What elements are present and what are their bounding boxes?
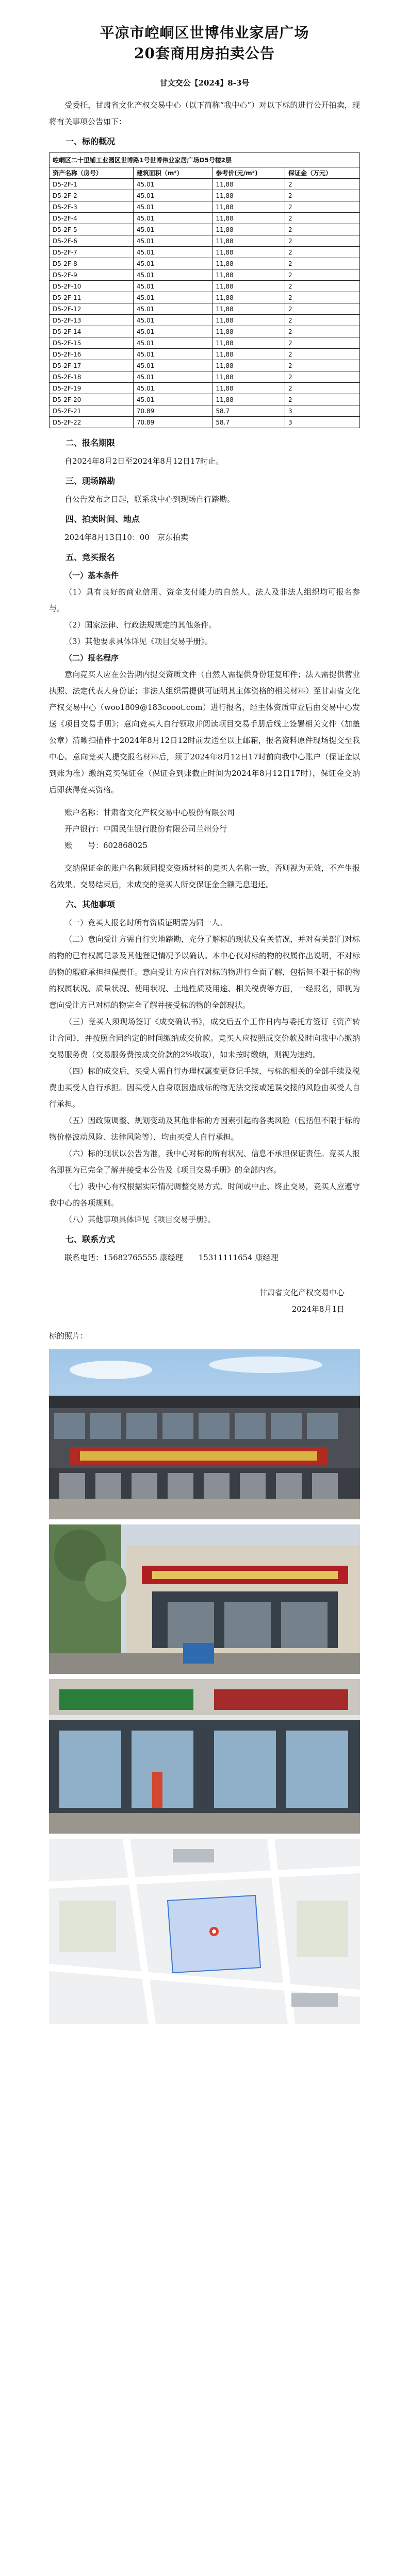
table-cell: D5-2F-14 — [50, 326, 134, 337]
table-cell: 2 — [285, 394, 360, 405]
other-item: （五）因政策调整、规划变动及其他非标的方因素引起的各类风险（包括但不限于标的物价格波动风险、法律风险等），均由买受人自行承担。 — [49, 1116, 360, 1142]
table-cell: 45.01 — [133, 383, 212, 394]
signature-org: 甘肃省文化产权交易中心 — [259, 1288, 345, 1297]
table-cell: 2 — [285, 213, 360, 224]
table-cell: 2 — [285, 292, 360, 303]
table-cell: 2 — [285, 360, 360, 371]
table-row — [50, 292, 360, 303]
table-cell: D5-2F-3 — [50, 201, 134, 213]
table-cell: 45.01 — [133, 235, 212, 247]
table-row — [50, 179, 360, 190]
table-cell: 70.89 — [133, 405, 212, 417]
table-row — [50, 303, 360, 315]
section-5-heading: 五、竞买报名 — [66, 552, 116, 562]
table-cell: D5-2F-16 — [50, 349, 134, 360]
registration-procedure-heading: （二）报名程序 — [64, 653, 119, 663]
table-cell: 2 — [285, 235, 360, 247]
photo-building-facade — [49, 1349, 360, 1519]
section-4-heading: 四、拍卖时间、地点 — [66, 514, 140, 524]
table-cell: 2 — [285, 315, 360, 326]
table-cell: 70.89 — [133, 417, 212, 428]
table-cell: 45.01 — [133, 326, 212, 337]
table-cell: D5-2F-22 — [50, 417, 134, 428]
table-caption: 崆峒区二十里铺工业园区世博路1号世博伟业家居广场D5号楼2层 — [50, 153, 360, 167]
table-cell: 11,88 — [212, 292, 285, 303]
column-header: 参考价(元/m²) — [212, 167, 285, 179]
table-cell: D5-2F-18 — [50, 371, 134, 383]
table-cell: 45.01 — [133, 337, 212, 349]
table-cell: 45.01 — [133, 224, 212, 235]
table-cell: 58.7 — [212, 405, 285, 417]
table-cell: 45.01 — [133, 179, 212, 190]
account-number: 账 号：602868025 — [64, 841, 148, 850]
table-cell: 45.01 — [133, 349, 212, 360]
table-cell: D5-2F-21 — [50, 405, 134, 417]
table-row — [50, 315, 360, 326]
other-item: （六）标的现状以公告为准，我中心对标的所有状况、信息不承担保证责任。竞买人报名即视为已完全了解并接受本公告及《项目交易手册》的全部内容。 — [49, 1149, 360, 1175]
table-cell: 2 — [285, 201, 360, 213]
table-row — [50, 190, 360, 201]
table-cell: D5-2F-15 — [50, 337, 134, 349]
table-cell: 3 — [285, 417, 360, 428]
deposit-note: 交纳保证金的账户名称须同提交资质材料的竞买人名称一致，否则视为无效，不产生报名效果。交易结束后，未成交的竞买人所交保证金全额无息退还。 — [49, 863, 360, 889]
table-cell: 2 — [285, 349, 360, 360]
table-cell: 2 — [285, 383, 360, 394]
location-map-image — [49, 1839, 360, 2024]
photo-storefront — [49, 1679, 360, 1834]
table-cell: 11,88 — [212, 371, 285, 383]
section-7-heading: 七、联系方式 — [66, 1234, 116, 1244]
table-cell: 11,88 — [212, 383, 285, 394]
building-facade-image — [49, 1349, 360, 1519]
section-1-heading: 一、标的概况 — [66, 137, 116, 146]
title-line-1: 平凉市崆峒区世博伟业家居广场 — [100, 24, 309, 41]
table-row — [50, 326, 360, 337]
table-cell: 45.01 — [133, 394, 212, 405]
other-item: （一）竞买人报名时所有资质证明需为同一人。 — [64, 918, 227, 927]
site-visit-text: 自公告发布之日起，联系我中心到现场自行踏勘。 — [64, 495, 235, 504]
column-header: 资产名称（房号） — [50, 167, 134, 179]
table-cell: 2 — [285, 269, 360, 281]
table-cell: 2 — [285, 179, 360, 190]
basic-conditions-heading: （一）基本条件 — [64, 571, 119, 580]
table-cell: D5-2F-6 — [50, 235, 134, 247]
table-cell: 45.01 — [133, 247, 212, 258]
table-row — [50, 405, 360, 417]
auction-time-place: 2024年8月13日10：00 京东拍卖 — [64, 533, 188, 542]
condition-item: （3）其他要求具体详见《项目交易手册》。 — [64, 637, 213, 646]
contact-phones: 联系电话：15682765555 康经理 15311111654 康经理 — [64, 1253, 279, 1262]
table-cell: 2 — [285, 326, 360, 337]
table-row — [50, 235, 360, 247]
table-cell: 2 — [285, 281, 360, 292]
page-title — [49, 0, 360, 64]
table-cell: 2 — [285, 371, 360, 383]
table-cell: 11,88 — [212, 258, 285, 269]
table-cell: 45.01 — [133, 201, 212, 213]
lots-table — [49, 152, 360, 428]
table-row — [50, 247, 360, 258]
table-cell: 45.01 — [133, 303, 212, 315]
account-name: 账户名称：甘肃省文化产权交易中心股份有限公司 — [64, 808, 235, 817]
table-cell: 11,88 — [212, 235, 285, 247]
table-row — [50, 201, 360, 213]
table-row — [50, 258, 360, 269]
table-cell: 45.01 — [133, 258, 212, 269]
table-row — [50, 337, 360, 349]
table-cell: D5-2F-1 — [50, 179, 134, 190]
table-row — [50, 360, 360, 371]
condition-item: （2）国家法律、行政法规规定的其他条件。 — [64, 620, 217, 630]
table-cell: D5-2F-7 — [50, 247, 134, 258]
table-cell: 45.01 — [133, 360, 212, 371]
table-row — [50, 371, 360, 383]
signature-date: 2024年8月1日 — [291, 1304, 345, 1314]
table-row — [50, 349, 360, 360]
table-cell: 11,88 — [212, 360, 285, 371]
table-cell: 11,88 — [212, 190, 285, 201]
table-row — [50, 281, 360, 292]
table-cell: D5-2F-5 — [50, 224, 134, 235]
column-header: 建筑面积（m²） — [133, 167, 212, 179]
condition-item: （1）具有良好的商业信用、资金支付能力的自然人、法人及非法人组织均可报名参与。 — [49, 587, 360, 613]
other-item: （八）其他事项具体详见《项目交易手册》。 — [64, 1215, 216, 1224]
intro-paragraph: 受委托，甘肃省文化产权交易中心（以下简称“我中心”）对以下标的进行公开拍卖，现将有关事项公告如下： — [49, 100, 360, 126]
table-row — [50, 394, 360, 405]
table-cell: 11,88 — [212, 247, 285, 258]
other-item: （三）竞买人须现场签订《成交确认书》，成交后五个工作日内与委托方签订《资产转让合同》，并按照合同约定的时间缴纳成交价款。竞买人应按照成交价款及时向我中心缴纳交易服务费（交易服务费按成交价款的2%收取），如未按时缴纳，则视为违约。 — [49, 1017, 360, 1059]
table-row — [50, 417, 360, 428]
registration-period: 自2024年8月2日至2024年8月12日17时止。 — [64, 456, 224, 466]
table-cell: 11,88 — [212, 224, 285, 235]
table-row — [50, 269, 360, 281]
table-cell: D5-2F-20 — [50, 394, 134, 405]
title-line-2: 20套商用房拍卖公告 — [134, 45, 275, 62]
table-cell: 11,88 — [212, 315, 285, 326]
document-number: 甘文交公【2024】8-3号 — [159, 78, 250, 88]
table-cell: D5-2F-8 — [50, 258, 134, 269]
table-cell: 11,88 — [212, 394, 285, 405]
table-caption-row — [50, 153, 360, 167]
table-cell: 45.01 — [133, 213, 212, 224]
section-2-heading: 二、报名期限 — [66, 438, 116, 448]
table-cell: 11,88 — [212, 349, 285, 360]
table-cell: 11,88 — [212, 281, 285, 292]
table-cell: 45.01 — [133, 292, 212, 303]
table-cell: D5-2F-4 — [50, 213, 134, 224]
table-cell: 2 — [285, 190, 360, 201]
table-cell: D5-2F-2 — [50, 190, 134, 201]
table-cell: 45.01 — [133, 269, 212, 281]
table-cell: 11,88 — [212, 303, 285, 315]
column-header: 保证金（万元） — [285, 167, 360, 179]
account-bank: 开户银行：中国民生银行股份有限公司兰州分行 — [64, 824, 227, 834]
photos-label: 标的照片： — [49, 1331, 88, 1341]
table-cell: 45.01 — [133, 315, 212, 326]
table-cell: 11,88 — [212, 326, 285, 337]
table-cell: D5-2F-12 — [50, 303, 134, 315]
registration-procedure-text: 意向竞买人应在公告期内提交资质文件（自然人需提供身份证复印件；法人需提供营业执照、法定代表人身份证；非法人组织需提供可证明其主体资格的相关材料）至甘肃省文化产权交易中心（woo1809@183cooot.com）进行报名，经主体资质审查后由交易中心发送《项目交易手册》；意向竞买人自行领取并阅读项目交易手册后线上签署相关文件（加盖公章）清晰扫描件于2024年8月12日12时前发送至以上邮箱，报名资料原件现场提交至我中心。意向竞买人提交报名材料后，须于2024年8月12日17时前向我中心账户（保证金以到账为准）缴纳竞买保证金（保证金到账截止时间为2024年8月12日17时），保证金交纳后即获得竞买资格。 — [49, 670, 360, 794]
table-row — [50, 224, 360, 235]
other-item: （四）标的成交后，买受人需自行办理权属变更登记手续，与标的相关的全部手续及税费由买受人自行承担。因买受人自身原因造成标的物无法交接或延误交接的风险由买受人自行承担。 — [49, 1066, 360, 1109]
table-cell: D5-2F-10 — [50, 281, 134, 292]
photo-location-map — [49, 1839, 360, 2024]
table-cell: 11,88 — [212, 337, 285, 349]
table-cell: 2 — [285, 247, 360, 258]
other-item: （七）我中心有权根据实际情况调整交易方式、时间或中止、终止交易，竞买人应遵守我中心的各项规则。 — [49, 1182, 360, 1208]
other-item: （二）意向受让方需自行实地踏勘，充分了解标的现状及有关情况，并对有关部门对标的物的已有权属记录及其他登记情况予以确认。本中心仅对标的物的权属作出说明，不对标的物的瑕疵承担担保责任。意向受让方应自行对标的物进行全面了解，包括但不限于标的物的权属状况、质量状况、使用状况、土地性质及用途、相关税费等方面，一经报名，即视为意向受让方已对标的物完全了解并接受标的物的全部现状。 — [49, 935, 360, 1010]
table-cell: D5-2F-9 — [50, 269, 134, 281]
table-cell: 11,88 — [212, 179, 285, 190]
table-cell: 11,88 — [212, 201, 285, 213]
photo-entrance — [49, 1524, 360, 1674]
table-cell: D5-2F-13 — [50, 315, 134, 326]
table-cell: 2 — [285, 258, 360, 269]
table-cell: D5-2F-11 — [50, 292, 134, 303]
table-header-row — [50, 167, 360, 179]
table-cell: D5-2F-17 — [50, 360, 134, 371]
table-cell: D5-2F-19 — [50, 383, 134, 394]
table-row — [50, 213, 360, 224]
table-cell: 45.01 — [133, 371, 212, 383]
table-row — [50, 383, 360, 394]
lots-table-body — [50, 179, 360, 428]
table-cell: 45.01 — [133, 190, 212, 201]
table-cell: 11,88 — [212, 269, 285, 281]
section-3-heading: 三、现场踏勘 — [66, 476, 116, 486]
table-cell: 11,88 — [212, 213, 285, 224]
table-cell: 2 — [285, 224, 360, 235]
storefront-image — [49, 1679, 360, 1834]
table-cell: 3 — [285, 405, 360, 417]
table-cell: 45.01 — [133, 281, 212, 292]
entrance-image — [49, 1524, 360, 1674]
table-cell: 2 — [285, 337, 360, 349]
table-cell: 2 — [285, 303, 360, 315]
table-cell: 58.7 — [212, 417, 285, 428]
section-6-heading: 六、其他事项 — [66, 900, 116, 909]
